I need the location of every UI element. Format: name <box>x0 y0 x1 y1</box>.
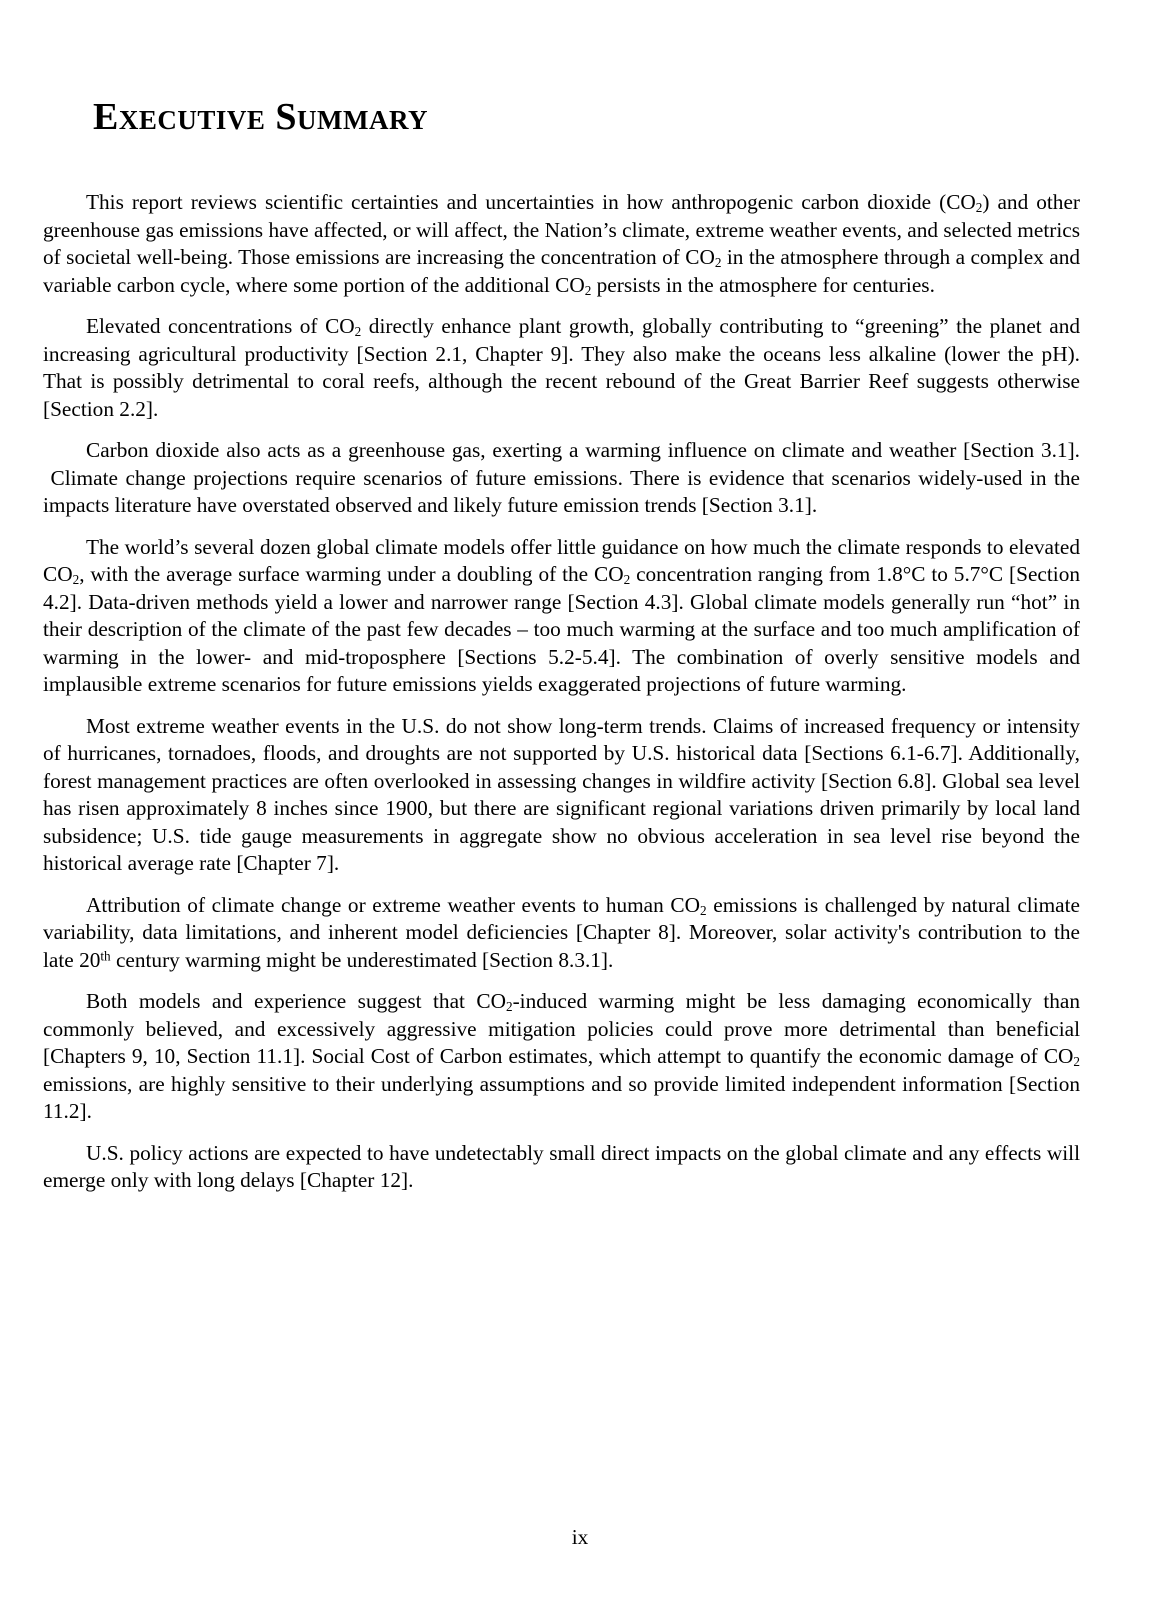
paragraph-4: The world’s several dozen global climate models offer little guidance on how much the climate responds to elevated $CO_2$, with the average surface warming under a doubling of the $CO_2$ concentration ranging from 1.8°C to 5.7°C [Section 4.2]. Data-driven methods yield a lower and narrower range [Section 4.3]. Global climate models generally run “hot” in their description of the climate of the past few decades – too much warming at the surface and too much amplification of warming in the lower- and mid-troposphere [Sections 5.2-5.4]. The combination of overly sensitive models and implausible extreme scenarios for future emissions yields exaggerated projections of future warming. <box>43 534 1080 696</box>
page-number: ix <box>571 1525 589 1549</box>
paragraph-8: U.S. policy actions are expected to have undetectably small direct impacts on the global climate and any effects will emerge only with long delays [Chapter 12]. <box>43 1140 1080 1192</box>
paragraph-5: Most extreme weather events in the U.S. do not show long-term trends. Claims of increased frequency or intensity of hurricanes, tornadoes, floods, and droughts are not supported by U.S. historical data [Sections 6.1-6.7]. Additionally, forest management practices are often overlooked in assessing changes in wildfire activity [Section 6.8]. Global sea level has risen approximately 8 inches since 1900, but there are significant regional variations driven primarily by local land subsidence; U.S. tide gauge measurements in aggregate show no obvious acceleration in sea level rise beyond the historical average rate [Chapter 7]. <box>43 713 1080 875</box>
paragraph-7: Both models and experience suggest that $CO_2$-induced warming might be less damaging economically than commonly believed, and excessively aggressive mitigation policies could prove more detrimental than beneficial [Chapters 9, 10, Section 11.1]. Social Cost of Carbon estimates, which attempt to quantify the economic damage of $CO_2$ emissions, are highly sensitive to their underlying assumptions and so provide limited independent information [Section 11.2]. <box>43 989 1081 1123</box>
paragraph-3: Carbon dioxide also acts as a greenhouse gas, exerting a warming influence on climate and weather [Section 3.1]. Climate change projections require scenarios of future emissions. There is evidence that scenarios widely-used in the impacts literature have overstated observed and likely future emission trends [Section 3.1]. <box>43 438 1080 517</box>
paragraph-2: Elevated concentrations of $CO_2$ directly enhance plant growth, globally contributing to “greening” the planet and increasing agricultural productivity [Section 2.1, Chapter 9]. They also make the oceans less alkaline (lower the pH). That is possibly detrimental to coral reefs, although the recent rebound of the Great Barrier Reef suggests otherwise [Section 2.2]. <box>43 314 1080 421</box>
page-title: Executive Summary <box>93 96 429 138</box>
paragraph-1: This report reviews scientific certainties and uncertainties in how anthropogenic carbon dioxide $(CO_2)$ and other greenhouse gas emissions have affected, or will affect, the Nation’s climate, extreme weather events, and selected metrics of societal well-being. Those emissions are increasing the concentration of $CO_2$ in the atmosphere through a complex and variable carbon cycle, where some portion of the additional $CO_2$ persists in the atmosphere for centuries. <box>43 190 1081 298</box>
document-body <box>43 189 1080 1209</box>
paragraph-6: Attribution of climate change or extreme weather events to human $CO_2$ emissions is challenged by natural climate variability, data limitations, and inherent model deficiencies [Chapter 8]. Moreover, solar activity's contribution to the late 20th century warming might be underestimated [Section 8.3.1]. <box>43 892 1081 972</box>
